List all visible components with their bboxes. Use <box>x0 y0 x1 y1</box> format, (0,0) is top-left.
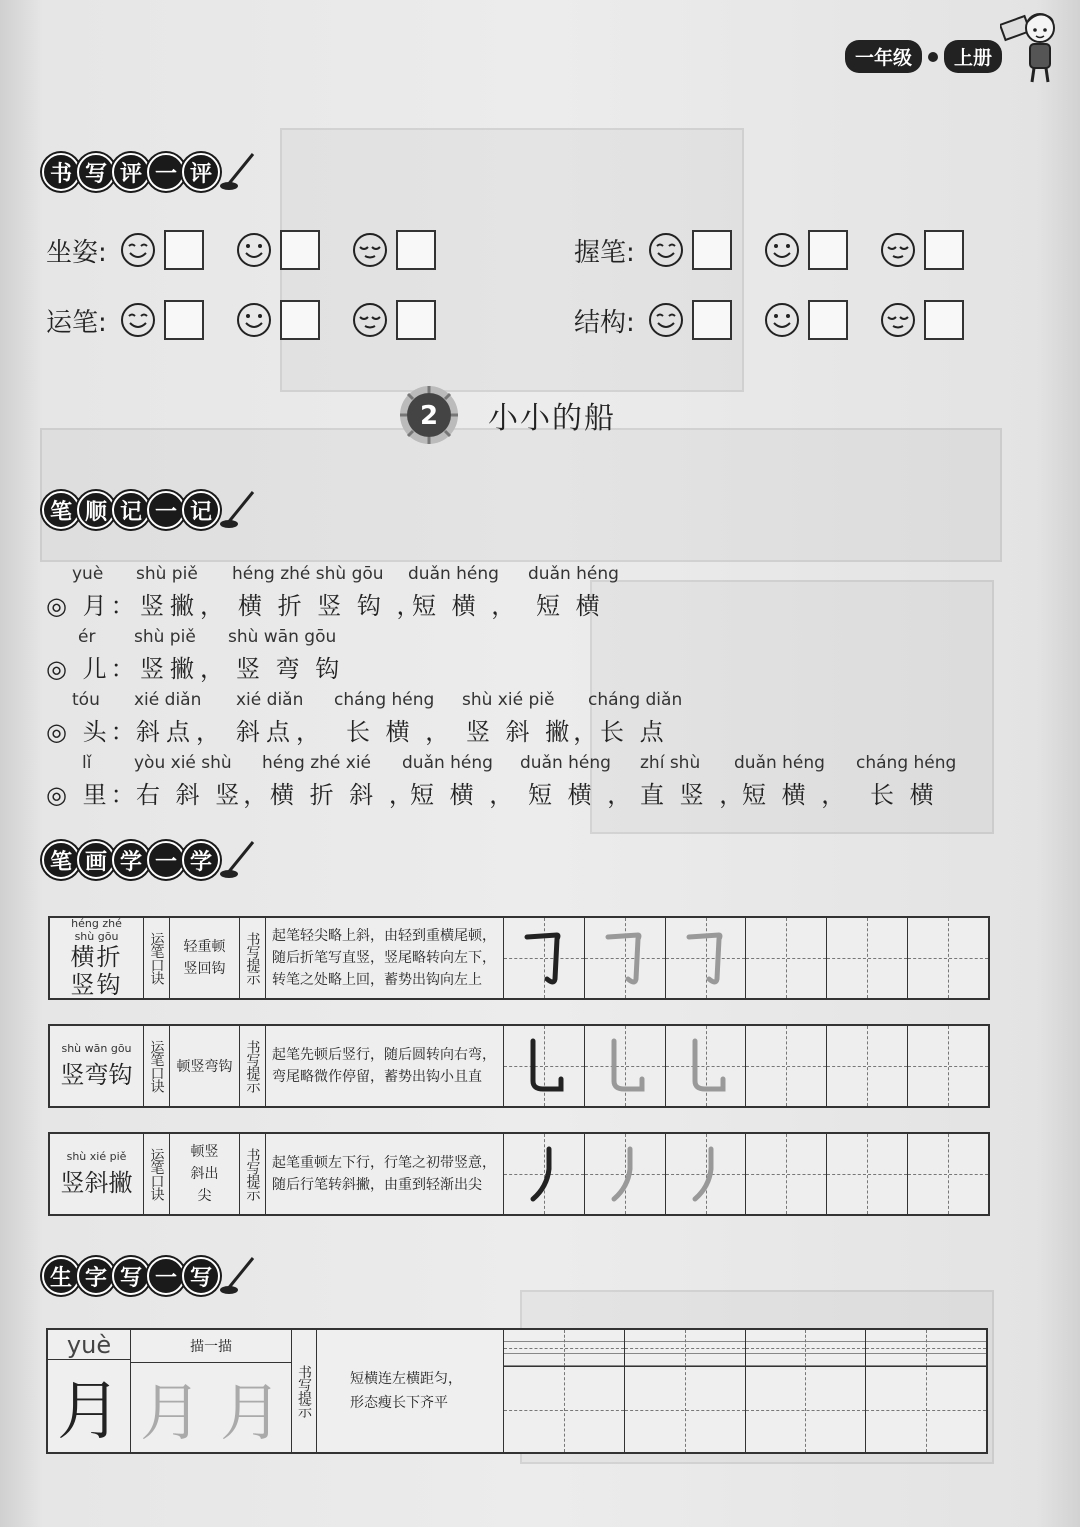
grid-cell[interactable] <box>866 1367 986 1452</box>
model-character: 月 <box>57 1375 121 1449</box>
trace-cell <box>131 1330 292 1452</box>
grid-cell[interactable] <box>908 1026 988 1106</box>
grid-cell[interactable] <box>666 918 747 998</box>
grid-cell[interactable] <box>585 1026 666 1106</box>
grade-label: 一年级 <box>845 40 922 73</box>
smile-face-icon <box>764 302 800 338</box>
character-pinyin: yuè <box>48 1330 130 1360</box>
heading-char: 笔 <box>42 841 80 879</box>
character-practice-table <box>46 1328 988 1454</box>
pinyin: duǎn héng <box>528 564 619 584</box>
shu-xie-pie-stroke-icon <box>602 1141 648 1207</box>
heading-char: 一 <box>147 1257 185 1295</box>
smile-wink-face-icon <box>120 302 156 338</box>
heng-zhe-shu-gou-stroke-icon <box>683 925 729 991</box>
stroke-name: 短 横 ， <box>528 781 636 809</box>
heading-char: 一 <box>147 491 185 529</box>
stroke-name: 横 折 竖 钩 ， <box>238 592 425 620</box>
evaluation-row <box>46 230 468 270</box>
stroke-name: 长 横 ， <box>346 718 454 746</box>
evaluation-row <box>574 230 964 270</box>
checkbox-square[interactable] <box>164 300 204 340</box>
stroke-name: 竖撇， <box>140 655 230 683</box>
checkbox-square[interactable] <box>692 230 732 270</box>
brush-icon <box>219 152 259 192</box>
grid-cell[interactable] <box>504 1367 625 1452</box>
koujue-cell <box>170 918 240 998</box>
practice-grid <box>504 1026 988 1106</box>
grid-cell[interactable] <box>827 1026 908 1106</box>
char-lead: ◎ 儿： <box>46 655 139 683</box>
smile-face-icon <box>764 232 800 268</box>
stroke-name: 右 斜 竖， <box>136 781 272 809</box>
char-lead: ◎ 头： <box>46 718 139 746</box>
heading-char: 生 <box>42 1257 80 1295</box>
eval-label: 结构: <box>574 307 635 338</box>
grid-cell[interactable] <box>908 1134 988 1214</box>
grid-cell[interactable] <box>625 1367 746 1452</box>
pinyin: shù piě <box>136 564 198 584</box>
stroke-name: 短 横 ， <box>412 592 520 620</box>
stroke-name-text: 横折竖钩 <box>70 943 123 999</box>
tip-label: 书写提示 <box>244 1148 261 1200</box>
closed-eyes-face-icon <box>352 302 388 338</box>
heading-char: 记 <box>112 491 150 529</box>
pinyin: shù xié piě <box>462 690 555 710</box>
checkbox-square[interactable] <box>808 230 848 270</box>
pinyin: duǎn héng <box>520 753 611 773</box>
writing-grid <box>504 1330 986 1452</box>
smile-wink-face-icon <box>648 232 684 268</box>
pinyin: héng zhé xié <box>262 753 372 773</box>
smile-wink-face-icon <box>648 302 684 338</box>
stroke-pinyin: shù xié piě <box>66 1150 127 1163</box>
koujue-cell <box>170 1026 240 1106</box>
stroke-name-text: 竖弯钩 <box>60 1061 133 1089</box>
section-heading-stroke-order <box>42 490 259 530</box>
pinyin: cháng diǎn <box>588 690 683 710</box>
pinyin: zhí shù <box>640 753 701 773</box>
grid-cell[interactable] <box>746 1367 867 1452</box>
heading-char: 顺 <box>77 491 115 529</box>
tip-label-cell <box>240 918 266 998</box>
pinyin-writing-cell[interactable] <box>866 1330 986 1366</box>
pinyin: ér <box>78 627 96 647</box>
heading-char: 评 <box>112 153 150 191</box>
checkbox-square[interactable] <box>924 230 964 270</box>
koujue-cell <box>170 1134 240 1214</box>
heading-char: 字 <box>77 1257 115 1295</box>
heading-char: 书 <box>42 153 80 191</box>
trace-character[interactable]: 月 <box>139 1376 202 1449</box>
heading-char: 一 <box>147 153 185 191</box>
heading-char: 学 <box>182 841 220 879</box>
closed-eyes-face-icon <box>352 232 388 268</box>
eval-label: 握笔: <box>574 237 635 268</box>
evaluation-row <box>574 300 964 340</box>
lesson-title <box>398 384 616 446</box>
heading-char: 评 <box>182 153 220 191</box>
pinyin: duǎn héng <box>402 753 493 773</box>
heng-zhe-shu-gou-stroke-icon <box>521 925 567 991</box>
checkbox-square[interactable] <box>396 230 436 270</box>
char-lead: ◎ 里： <box>46 781 139 809</box>
stroke-name: 短 横 <box>536 592 604 620</box>
heading-char: 记 <box>182 491 220 529</box>
checkbox-square[interactable] <box>164 230 204 270</box>
eval-label: 运笔: <box>46 307 107 338</box>
tip-text: 起笔轻尖略上斜，由轻到重横尾顿，随后折笔写直竖，竖尾略转向左下，转笔之处略上回，蓄势出钩向左上 <box>272 928 496 988</box>
shu-xie-pie-stroke-icon <box>683 1141 729 1207</box>
grid-cell[interactable] <box>827 1134 908 1214</box>
closed-eyes-face-icon <box>880 232 916 268</box>
tip-text: 短横连左横距匀，形态瘦长下齐平 <box>350 1371 462 1411</box>
pinyin: duǎn héng <box>734 753 825 773</box>
heading-char: 画 <box>77 841 115 879</box>
koujue-label-cell <box>144 1026 170 1106</box>
tip-label: 书写提示 <box>244 932 261 984</box>
stroke-table <box>48 1132 990 1216</box>
shu-xie-pie-stroke-icon <box>521 1141 567 1207</box>
pinyin: yòu xié shù <box>134 753 232 773</box>
sun-badge-icon <box>398 384 460 446</box>
grid-cell[interactable] <box>504 1134 585 1214</box>
pinyin-writing-cell[interactable] <box>746 1330 867 1366</box>
pinyin: tóu <box>72 690 100 710</box>
tip-cell <box>266 1134 504 1214</box>
heading-char: 笔 <box>42 491 80 529</box>
checkbox-square[interactable] <box>280 300 320 340</box>
koujue-label: 运笔口诀 <box>148 1148 165 1200</box>
tip-text: 起笔重顿左下行，行笔之初带竖意，随后行笔转斜撇，由重到轻渐出尖 <box>272 1155 496 1193</box>
grid-cell[interactable] <box>746 918 827 998</box>
brush-icon <box>219 840 259 880</box>
evaluation-row <box>46 300 468 340</box>
tip-cell <box>266 1026 504 1106</box>
tip-cell <box>266 918 504 998</box>
char-lead: ◎ 月： <box>46 592 139 620</box>
stroke-name: 短 横 ， <box>742 781 850 809</box>
koujue-text: 轻重顿竖回钩 <box>183 939 226 977</box>
stroke-name: 横 折 斜 ， <box>270 781 417 809</box>
stroke-name: 短 横 ， <box>410 781 518 809</box>
practice-grid <box>504 918 988 998</box>
grid-cell[interactable] <box>666 1134 747 1214</box>
koujue-label-cell <box>144 918 170 998</box>
heng-zhe-shu-gou-stroke-icon <box>602 925 648 991</box>
grade-badge <box>845 40 1002 73</box>
brush-icon <box>219 490 259 530</box>
girl-mascot-icon <box>1000 6 1062 86</box>
checkbox-square[interactable] <box>808 300 848 340</box>
shu-wan-gou-stroke-icon <box>683 1033 729 1099</box>
tip-label-cell <box>240 1134 266 1214</box>
stroke-name-cell <box>50 1134 144 1214</box>
eval-label: 坐姿: <box>46 237 107 268</box>
heading-char: 写 <box>182 1257 220 1295</box>
smile-wink-face-icon <box>120 232 156 268</box>
koujue-label-cell <box>144 1134 170 1214</box>
grid-cell[interactable] <box>746 1134 827 1214</box>
pinyin: shù wān gōu <box>228 627 337 647</box>
pinyin: cháng héng <box>334 690 435 710</box>
stroke-name: 长 横 <box>870 781 938 809</box>
tip-label-cell <box>292 1330 317 1452</box>
shu-wan-gou-stroke-icon <box>521 1033 567 1099</box>
section-heading-write <box>42 1256 259 1296</box>
pinyin: cháng héng <box>856 753 957 773</box>
smile-face-icon <box>236 302 272 338</box>
stroke-pinyin: héng zhé shù gōu <box>71 917 122 943</box>
tip-label: 书写提示 <box>244 1040 261 1092</box>
brush-icon <box>219 1256 259 1296</box>
heading-char: 学 <box>112 841 150 879</box>
badge-dot <box>928 52 938 62</box>
koujue-label: 运笔口诀 <box>148 1040 165 1092</box>
closed-eyes-face-icon <box>880 302 916 338</box>
smile-face-icon <box>236 232 272 268</box>
stroke-name: 竖撇， <box>140 592 230 620</box>
pinyin: lǐ <box>82 753 92 773</box>
pinyin: xié diǎn <box>236 690 304 710</box>
tip-label: 书写提示 <box>296 1365 312 1417</box>
pinyin: shù piě <box>134 627 196 647</box>
tip-label-cell <box>240 1026 266 1106</box>
grid-cell[interactable] <box>666 1026 747 1106</box>
stroke-table <box>48 1024 990 1108</box>
stroke-name-cell <box>50 918 144 998</box>
heading-char: 一 <box>147 841 185 879</box>
stroke-name: 直 竖 ， <box>640 781 748 809</box>
pinyin-writing-cell[interactable] <box>504 1330 625 1366</box>
trace-label: 描一描 <box>131 1330 291 1363</box>
section-heading-strokes <box>42 840 259 880</box>
tip-cell <box>317 1330 504 1452</box>
model-character-cell <box>48 1330 131 1452</box>
pinyin: héng zhé shù gōu <box>232 564 384 584</box>
grid-cell[interactable] <box>827 918 908 998</box>
checkbox-square[interactable] <box>396 300 436 340</box>
stroke-name: 长 点 <box>600 718 668 746</box>
stroke-name: 竖 弯 钩 <box>236 655 344 683</box>
heading-char: 写 <box>112 1257 150 1295</box>
grid-cell[interactable] <box>746 1026 827 1106</box>
stroke-pinyin: shù wān gōu <box>61 1042 132 1055</box>
grid-cell[interactable] <box>585 1134 666 1214</box>
stroke-table <box>48 916 990 1000</box>
checkbox-square[interactable] <box>692 300 732 340</box>
stroke-name-text: 竖斜撇 <box>60 1169 133 1197</box>
koujue-text: 顿竖斜出尖 <box>190 1144 219 1204</box>
pinyin-writing-cell[interactable] <box>625 1330 746 1366</box>
lesson-title-text: 小小的船 <box>488 401 616 436</box>
stroke-name: 斜点， <box>236 718 326 746</box>
grid-cell[interactable] <box>504 1026 585 1106</box>
pinyin: yuè <box>72 564 104 584</box>
koujue-text: 顿竖弯钩 <box>176 1059 233 1075</box>
grid-cell[interactable] <box>908 918 988 998</box>
practice-grid <box>504 1134 988 1214</box>
volume-label: 上册 <box>944 40 1002 73</box>
grid-cell[interactable] <box>585 918 666 998</box>
pinyin: xié diǎn <box>134 690 202 710</box>
stroke-name: 竖 斜 撇， <box>466 718 602 746</box>
pinyin: duǎn héng <box>408 564 499 584</box>
grid-cell[interactable] <box>504 918 585 998</box>
lesson-number: 2 <box>419 401 439 431</box>
koujue-label: 运笔口诀 <box>148 932 165 984</box>
tip-text: 起笔先顿后竖行，随后圆转向右弯，弯尾略微作停留，蓄势出钩小且直 <box>272 1047 496 1085</box>
checkbox-square[interactable] <box>924 300 964 340</box>
shu-wan-gou-stroke-icon <box>602 1033 648 1099</box>
trace-character[interactable]: 月 <box>219 1376 282 1449</box>
heading-char: 写 <box>77 153 115 191</box>
stroke-name-cell <box>50 1026 144 1106</box>
stroke-name: 斜点， <box>136 718 226 746</box>
section-heading-evaluate <box>42 152 259 192</box>
checkbox-square[interactable] <box>280 230 320 270</box>
